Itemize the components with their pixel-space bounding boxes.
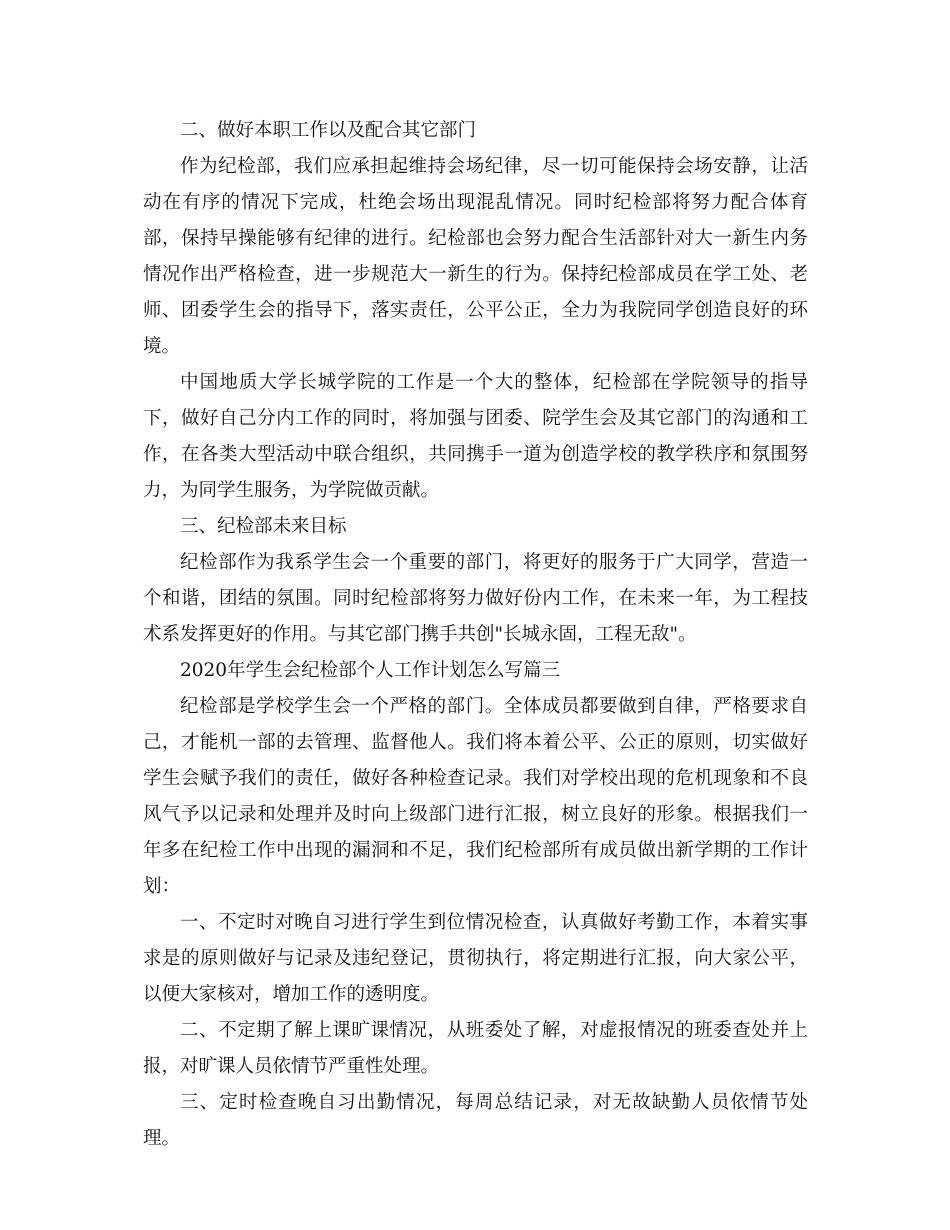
paragraph-department-intro: 纪检部是学校学生会一个严格的部门。全体成员都要做到自律，严格要求自己，才能机一部的去管理、监督他人。我们将本着公平、公正的原则，切实做好学生会赋予我们的责任，做好各种检查记录。我们对学校出现的危机现象和不良风气予以记录和处理并及时向上级部门进行汇报，树立良好的形象。根据我们一年多在纪检工作中出现的漏洞和不足，我们纪检部所有成员做出新学期的工作计划： — [143, 696, 808, 897]
paragraph-college-cooperation: 中国地质大学长城学院的工作是一个大的整体，纪检部在学院领导的指导下，做好自己分内工作的同时，将加强与团委、院学生会及其它部门的沟通和工作，在各类大型活动中联合组织，共同携手一道为创造学校的教学秩序和氛围努力，为同学生服务，为学院做贡献。 — [143, 372, 808, 501]
paragraph-plan-item-1: 一、不定时对晚自习进行学生到位情况检查，认真做好考勤工作，本着实事求是的原则做好与记录及违纪登记，贯彻执行，将定期进行汇报，向大家公平，以便大家核对，增加工作的透明度。 — [143, 912, 808, 1005]
paragraph-plan-item-3: 三、定时检查晚自习出勤情况，每周总结记录，对无故缺勤人员依情节处理。 — [143, 1092, 808, 1149]
document-body — [143, 113, 808, 1157]
section-heading-future-goals: 三、纪检部未来目标 — [180, 516, 347, 537]
paragraph-discipline-role: 作为纪检部，我们应承担起维持会场纪律，尽一切可能保持会场安静，让活动在有序的情况下完成，杜绝会场出现混乱情况。同时纪检部将努力配合体育部，保持早操能够有纪律的进行。纪检部也会努力配合生活部针对大一新生内务情况作出严格检查，进一步规范大一新生的行为。保持纪检部成员在学工处、老师、团委学生会的指导下，落实责任，公平公正，全力为我院同学创造良好的环境。 — [143, 156, 808, 357]
section-heading-duties: 二、做好本职工作以及配合其它部门 — [180, 120, 477, 141]
article-heading-part-three: 2020年学生会纪检部个人工作计划怎么写篇三 — [180, 660, 561, 681]
paragraph-future-goals: 纪检部作为我系学生会一个重要的部门，将更好的服务于广大同学，营造一个和谐，团结的氛围。同时纪检部将努力做好份内工作，在未来一年，为工程技术系发挥更好的作用。与其它部门携手共创"长城永固，工程无敌"。 — [143, 552, 808, 645]
paragraph-plan-item-2: 二、不定期了解上课旷课情况，从班委处了解，对虚报情况的班委查处并上报，对旷课人员依情节严重性处理。 — [143, 1020, 808, 1077]
